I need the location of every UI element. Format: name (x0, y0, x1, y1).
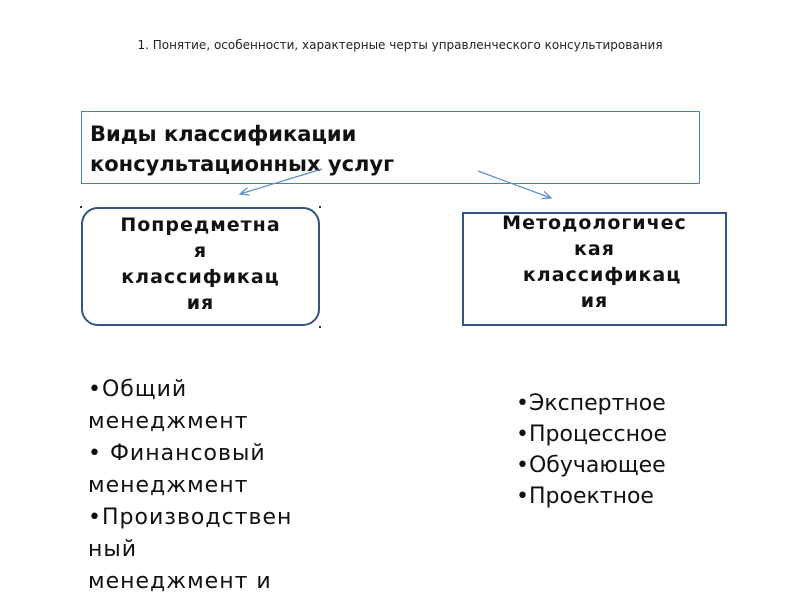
right-branch-label: Методологичес кая классификац ия (502, 212, 687, 312)
left-branch-list: •Общий менеджмент • Финансовый менеджмент •Производствен ный менеджмент и (88, 377, 293, 594)
arrow-to-right-branch (478, 171, 551, 198)
arrow-to-left-branch (240, 169, 322, 194)
left-branch-node (81, 207, 320, 326)
left-branch-label: Попредметна я классификац ия (120, 214, 281, 314)
root-node-label: Виды классификации консультационных услуг (90, 122, 395, 176)
right-branch-list: •Экспертное •Процессное •Обучающее •Проектное (516, 391, 668, 509)
selection-handle (319, 326, 321, 328)
selection-handle (80, 206, 82, 208)
slide-title: 1. Понятие, особенности, характерные черты управленческого консультирования (137, 38, 663, 52)
right-branch-node (462, 212, 727, 326)
selection-handle (319, 206, 321, 208)
